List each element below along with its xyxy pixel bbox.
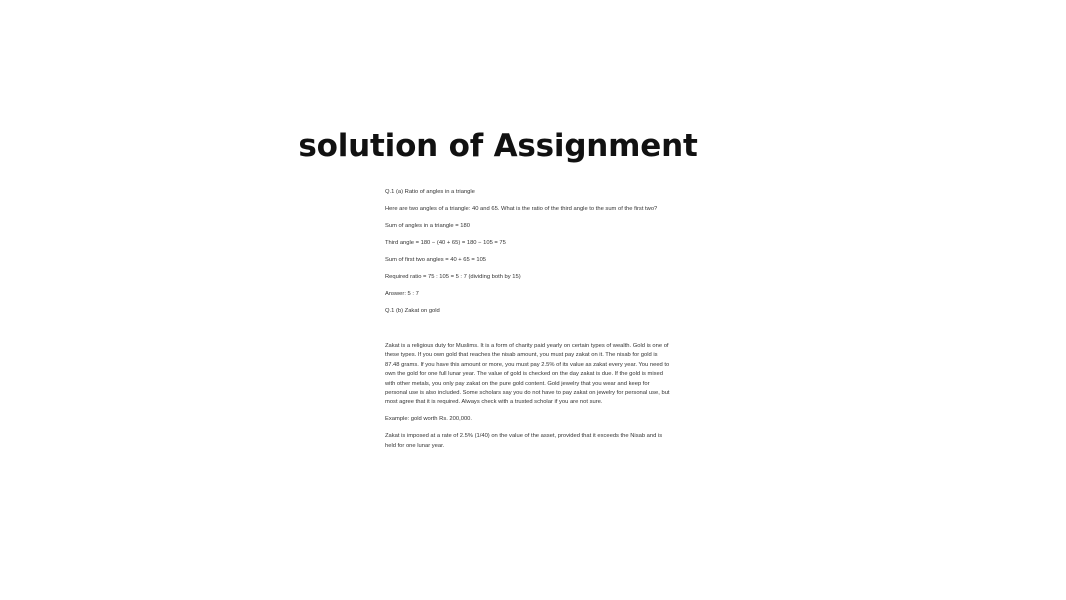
q1a-answer: Answer: 5 : 7 [385,291,419,297]
q1a-sum-angles: Sum of angles in a triangle = 180 [385,223,470,229]
q1a-third-angle: Third angle = 180 − (40 + 65) = 180 − 105 = 75 [385,240,506,246]
q1a-heading: Q.1 (a) Ratio of angles in a triangle [385,189,475,195]
q1b-heading: Q.1 (b) Zakat on gold [385,308,440,314]
page-title: solution of Assignment [298,128,698,164]
q1b-rate: Zakat is imposed at a rate of 2.5% (1/40) on the value of the asset, provided that it exceeds the Nisab and is held for one lunar year. [385,433,663,449]
document-body [385,188,670,459]
section-spacer [385,324,670,342]
q1a-sum-first-two: Sum of first two angles = 40 + 65 = 105 [385,257,487,263]
q1a-required-ratio: Required ratio = 75 : 105 = 5 : 7 (dividing both by 15) [385,274,521,280]
q1a-problem: Here are two angles of a triangle: 40 and 65. What is the ratio of the third angle to the sum of the first two? [385,206,658,212]
q1b-example: Example: gold worth Rs. 200,000. [385,416,473,423]
q1b-paragraph: Zakat is a religious duty for Muslims. It is a form of charity paid yearly on certain types of wealth. Gold is one of these types. If you own gold that reaches the nisab amount, you must pay zakat on it. The nisab for gold is 87.48 grams. If you have this amount or more, you must pay 2.5% of its value as zakat every year. You need to own the gold for one full lunar year. The value of gold is checked on the day zakat is due. If the gold is mixed with other metals, you only pay zakat on the pure gold content. Gold jewelry that you wear and keep for personal use is also included. Some scholars say you do not have to pay zakat on jewelry for personal use, but most agree that it is required. Always check with a trusted scholar if you are not sure. [385,343,670,406]
